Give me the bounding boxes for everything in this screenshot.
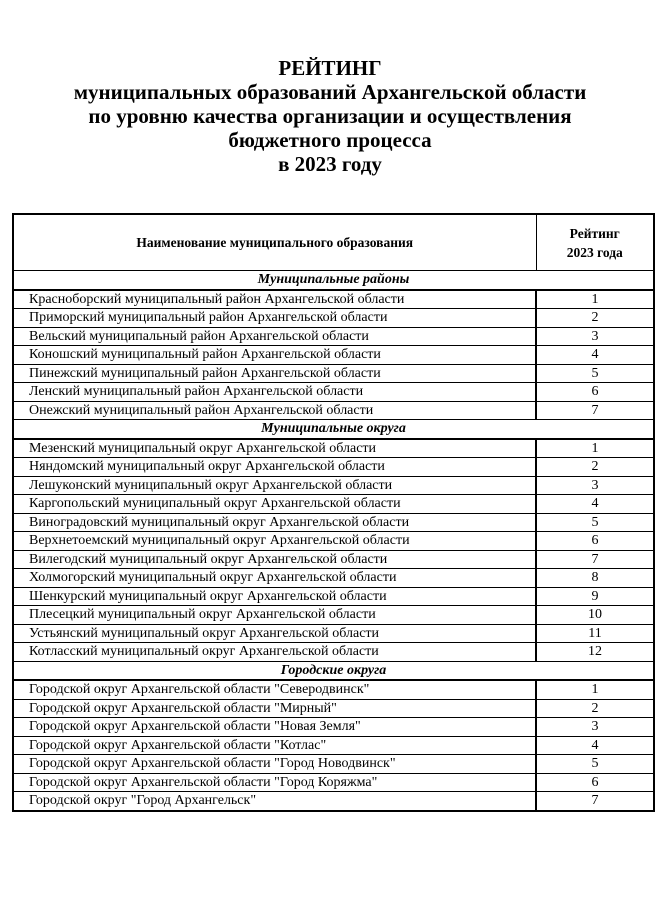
table-row — [13, 680, 654, 699]
table-row — [13, 624, 654, 643]
rating-value: 5 — [536, 755, 654, 774]
municipality-name: Каргопольский муниципальный округ Архангельской области — [13, 495, 536, 514]
table-row — [13, 401, 654, 420]
municipality-name: Пинежский муниципальный район Архангельской области — [13, 364, 536, 383]
rating-value: 3 — [536, 327, 654, 346]
table-row — [13, 346, 654, 365]
section-row — [13, 271, 654, 290]
rating-value: 3 — [536, 476, 654, 495]
municipality-name: Приморский муниципальный район Архангельской области — [13, 309, 536, 328]
municipality-name: Городской округ "Город Архангельск" — [13, 792, 536, 811]
rating-value: 2 — [536, 309, 654, 328]
rating-value: 2 — [536, 699, 654, 718]
municipality-name: Городской округ Архангельской области "Город Новодвинск" — [13, 755, 536, 774]
table-row — [13, 773, 654, 792]
municipality-name: Виноградовский муниципальный округ Архангельской области — [13, 513, 536, 532]
rating-value: 1 — [536, 680, 654, 699]
municipality-name: Устьянский муниципальный округ Архангельской области — [13, 624, 536, 643]
rating-value: 11 — [536, 624, 654, 643]
table-row — [13, 755, 654, 774]
municipality-name: Няндомский муниципальный округ Архангельской области — [13, 458, 536, 477]
table-row — [13, 383, 654, 402]
municipality-name: Котласский муниципальный округ Архангельской области — [13, 643, 536, 662]
header-rank-label-line2: 2023 года — [566, 244, 623, 260]
municipality-name: Городской округ Архангельской области "Мирный" — [13, 699, 536, 718]
municipality-name: Вилегодский муниципальный округ Архангельской области — [13, 550, 536, 569]
rating-value: 7 — [536, 550, 654, 569]
section-title: Муниципальные районы — [13, 271, 654, 290]
table-row — [13, 699, 654, 718]
document-title — [0, 56, 660, 176]
rating-value: 4 — [536, 495, 654, 514]
table-row — [13, 439, 654, 458]
table-row — [13, 309, 654, 328]
municipality-name: Городской округ Архангельской области "Город Коряжма" — [13, 773, 536, 792]
municipality-name: Мезенский муниципальный округ Архангельской области — [13, 439, 536, 458]
title-line-2: муниципальных образований Архангельской области — [73, 80, 587, 104]
rating-value: 3 — [536, 718, 654, 737]
municipality-name: Онежский муниципальный район Архангельской области — [13, 401, 536, 420]
section-row — [13, 661, 654, 680]
header-name-label: Наименование муниципального образования — [136, 234, 414, 250]
rating-table — [12, 213, 655, 812]
table-row — [13, 587, 654, 606]
title-line-3: по уровню качества организации и осуществления — [88, 104, 572, 128]
rating-value: 5 — [536, 364, 654, 383]
municipality-name: Лешуконский муниципальный округ Архангельской области — [13, 476, 536, 495]
table-row — [13, 606, 654, 625]
table-row — [13, 718, 654, 737]
table-row — [13, 364, 654, 383]
section-title: Городские округа — [13, 661, 654, 680]
rating-value: 7 — [536, 792, 654, 811]
municipality-name: Городской округ Архангельской области "Новая Земля" — [13, 718, 536, 737]
municipality-name: Городской округ Архангельской области "Котлас" — [13, 736, 536, 755]
table-row — [13, 532, 654, 551]
section-title: Муниципальные округа — [13, 420, 654, 439]
municipality-name: Красноборский муниципальный район Архангельской области — [13, 290, 536, 309]
rating-value: 1 — [536, 439, 654, 458]
municipality-name: Вельский муниципальный район Архангельской области — [13, 327, 536, 346]
section-row — [13, 420, 654, 439]
table-row — [13, 643, 654, 662]
municipality-name: Ленский муниципальный район Архангельской области — [13, 383, 536, 402]
title-line-1: РЕЙТИНГ — [278, 56, 382, 80]
table-row — [13, 569, 654, 588]
rating-value: 5 — [536, 513, 654, 532]
table-row — [13, 290, 654, 309]
table-row — [13, 550, 654, 569]
rating-value: 10 — [536, 606, 654, 625]
header-rank-label-line1: Рейтинг — [569, 225, 620, 241]
rating-value: 4 — [536, 736, 654, 755]
rating-value: 12 — [536, 643, 654, 662]
rating-value: 7 — [536, 401, 654, 420]
table-row — [13, 792, 654, 811]
rating-value: 8 — [536, 569, 654, 588]
rating-value: 2 — [536, 458, 654, 477]
municipality-name: Холмогорский муниципальный округ Архангельской области — [13, 569, 536, 588]
rating-value: 6 — [536, 773, 654, 792]
municipality-name: Верхнетоемский муниципальный округ Архангельской области — [13, 532, 536, 551]
rating-value: 6 — [536, 383, 654, 402]
header-name-cell — [13, 214, 536, 271]
table-row — [13, 458, 654, 477]
rating-value: 9 — [536, 587, 654, 606]
rating-value: 1 — [536, 290, 654, 309]
rating-value: 4 — [536, 346, 654, 365]
municipality-name: Плесецкий муниципальный округ Архангельской области — [13, 606, 536, 625]
table-row — [13, 476, 654, 495]
table-row — [13, 736, 654, 755]
municipality-name: Городской округ Архангельской области "Северодвинск" — [13, 680, 536, 699]
municipality-name: Коношский муниципальный район Архангельской области — [13, 346, 536, 365]
table-header-row — [13, 214, 654, 271]
table-body — [13, 271, 654, 811]
header-rank-cell — [536, 214, 654, 271]
table-row — [13, 495, 654, 514]
title-line-5: в 2023 году — [278, 152, 382, 176]
municipality-name: Шенкурский муниципальный округ Архангельской области — [13, 587, 536, 606]
title-line-4: бюджетного процесса — [228, 128, 432, 152]
table-row — [13, 513, 654, 532]
table-row — [13, 327, 654, 346]
rating-value: 6 — [536, 532, 654, 551]
